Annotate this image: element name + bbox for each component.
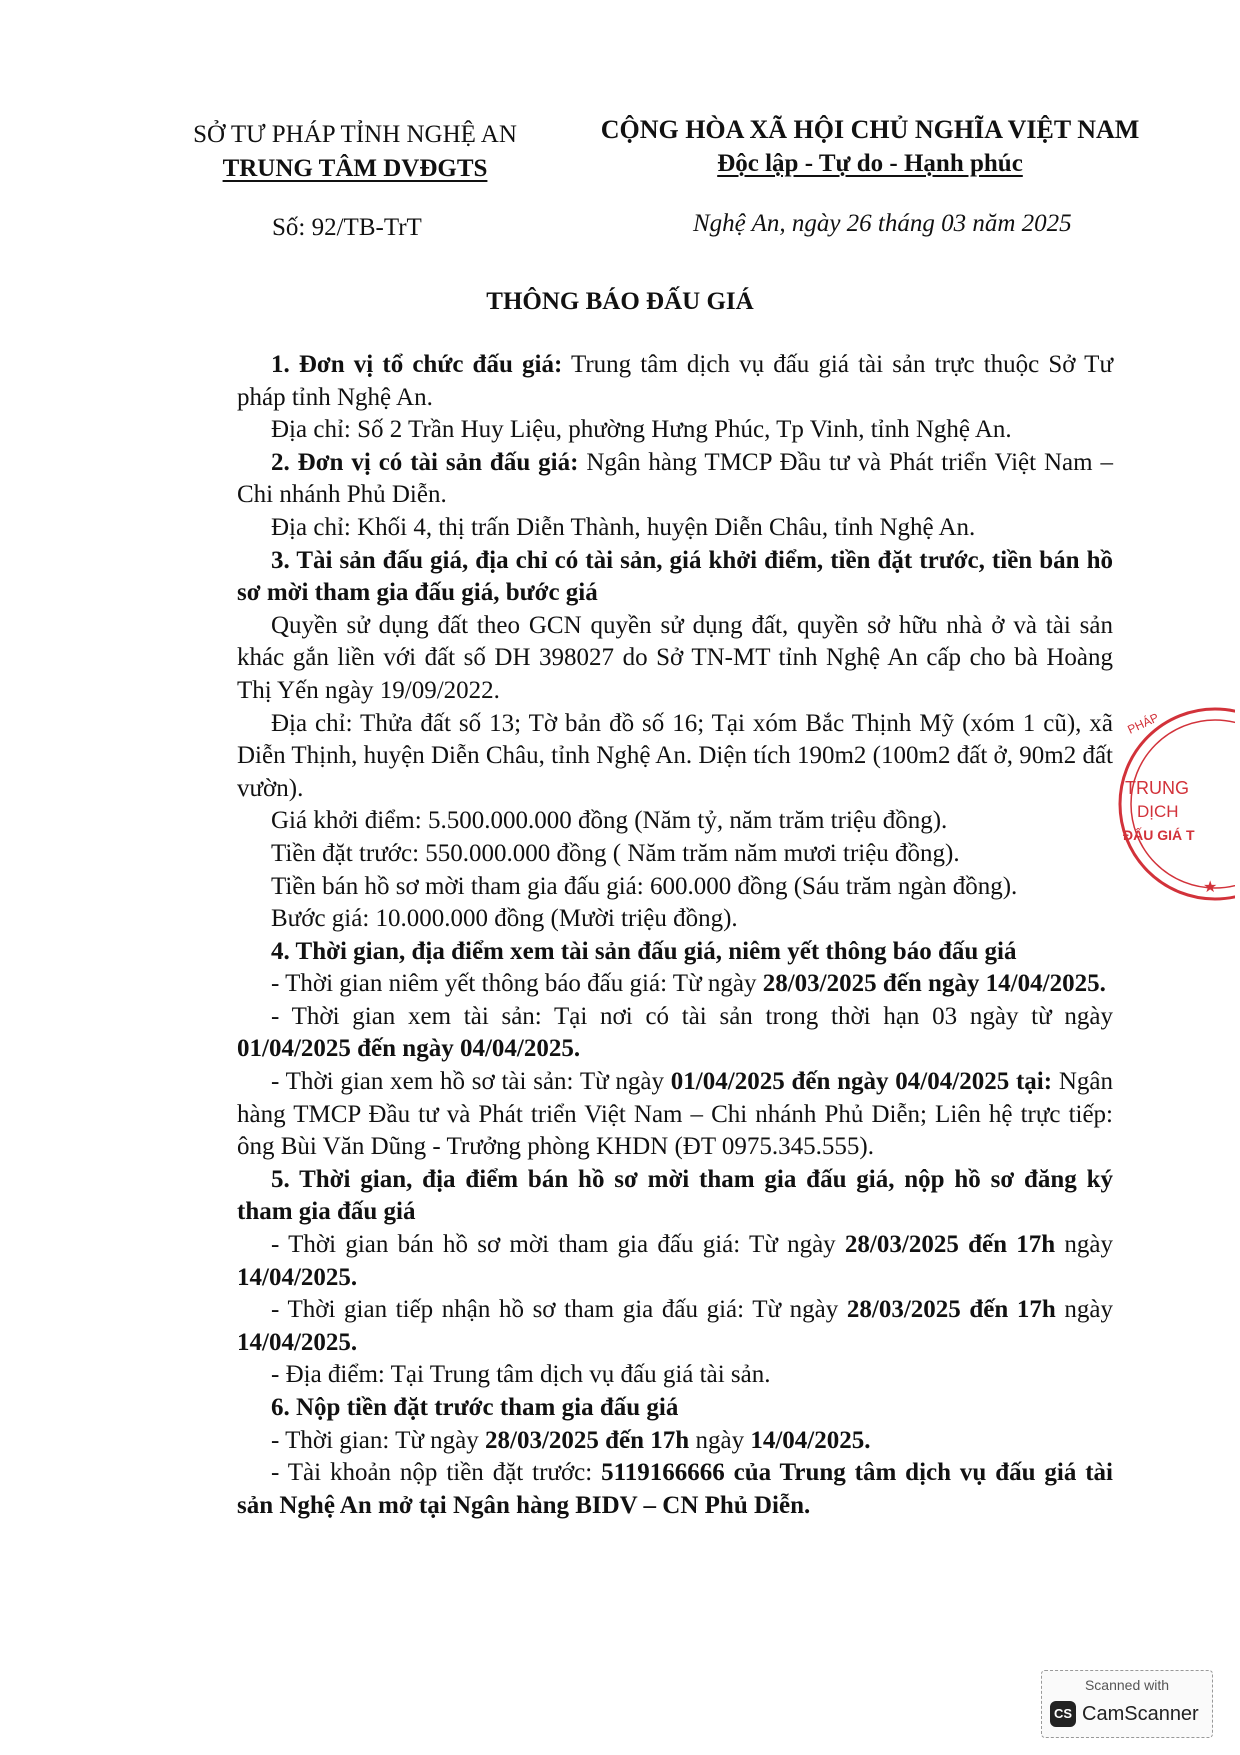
national-motto: Độc lập - Tự do - Hạnh phúc [717, 150, 1023, 177]
issuer-center: TRUNG TÂM DVĐGTS [222, 155, 488, 182]
section-3-heading: 3. Tài sản đấu giá, địa chỉ có tài sản, giá khởi điểm, tiền đặt trước, tiền bán hồ sơ mời tham gia đấu giá, bước giá [237, 546, 1113, 607]
camscanner-logo-icon: CS [1050, 1701, 1076, 1727]
red-seal-stamp [1085, 704, 1235, 914]
deposit-time-label: - Thời gian: Từ ngày [271, 1426, 486, 1454]
receipt-start: 28/03/2025 đến 17h [846, 1296, 1056, 1324]
scanned-with-label: Scanned with [1084, 1677, 1170, 1693]
section-1-text: Trung tâm dịch vụ đấu giá tài sản trực thuộc Sở Tư pháp tỉnh Nghệ An. [237, 351, 1113, 411]
posting-dates: 28/03/2025 đến ngày 14/04/2025. [762, 970, 1106, 998]
stamp-text-3: DỊCH [1137, 802, 1179, 821]
camscanner-watermark [1041, 1670, 1213, 1738]
section-1-label: 1. Đơn vị tổ chức đấu giá: [271, 351, 563, 378]
section-5-sale [237, 1229, 1113, 1294]
section-2-label: 2. Đơn vị có tài sản đấu giá: [271, 448, 579, 476]
section-5-location: - Địa điểm: Tại Trung tâm dịch vụ đấu giá tài sản. [271, 1361, 771, 1389]
dossier-viewing-dates: 01/04/2025 đến ngày 04/04/2025 tại: [670, 1068, 1053, 1096]
section-4-posting [237, 968, 1113, 1001]
section-5-receipt [237, 1294, 1113, 1359]
section-3-asset: Quyền sử dụng đất theo GCN quyền sử dụng đất, quyền sở hữu nhà ở và tài sản khác gắn liền với đất số DH 398027 do Sở TN-MT tỉnh Nghệ An cấp cho bà Hoàng Thị Yến ngày 19/09/2022. [237, 611, 1113, 704]
receipt-mid: ngày [1055, 1296, 1114, 1324]
document-title: THÔNG BÁO ĐẤU GIÁ [486, 288, 754, 315]
account-label: - Tài khoản nộp tiền đặt trước: [271, 1459, 602, 1487]
section-6-time [237, 1425, 1113, 1458]
viewing-label: - Thời gian xem tài sản: Tại nơi có tài sản trong thời hạn 03 ngày từ ngày [271, 1002, 1113, 1030]
receipt-label: - Thời gian tiếp nhận hồ sơ tham gia đấu giá: Từ ngày [271, 1296, 847, 1324]
stamp-text-1: PHÁP [1125, 710, 1161, 737]
section-2 [237, 447, 1113, 512]
sale-start: 28/03/2025 đến 17h [844, 1231, 1056, 1259]
reference-number: Số: 92/TB-TrT [272, 214, 422, 241]
issue-date: Nghệ An, ngày 26 tháng 03 năm 2025 [693, 210, 1072, 237]
sale-end: 14/04/2025. [237, 1263, 358, 1291]
section-6-account [237, 1457, 1113, 1522]
section-3-address: Địa chỉ: Thửa đất số 13; Tờ bản đồ số 16; Tại xóm Bắc Thịnh Mỹ (xóm 1 cũ), xã Diễn Thịnh, huyện Diễn Châu, tỉnh Nghệ An. Diện tích 190m2 (100m2 đất ở, 90m2 đất vườn). [237, 709, 1113, 802]
deposit-time-end: 14/04/2025. [750, 1426, 871, 1454]
deposit-time-mid: ngày [689, 1426, 751, 1454]
starting-price: Giá khởi điểm: 5.500.000.000 đồng (Năm tỷ, năm trăm triệu đồng). [271, 807, 948, 835]
issuer-department: SỞ TƯ PHÁP TỈNH NGHỆ AN [193, 121, 517, 148]
posting-label: - Thời gian niêm yết thông báo đấu giá: Từ ngày [271, 970, 763, 998]
camscanner-brand: CamScanner [1082, 1703, 1199, 1725]
section-4-dossier-viewing [237, 1066, 1113, 1164]
issuer-block [170, 118, 540, 186]
dossier-viewing-place: Ngân hàng TMCP Đầu tư và Phát triển Việt Nam – Chi nhánh Phủ Diễn; Liên hệ trực tiếp: ông Bùi Văn Dũng - Trưởng phòng KHDN (ĐT 0975.345.555). [237, 1068, 1114, 1161]
section-4-heading: 4. Thời gian, địa điểm xem tài sản đấu giá, niêm yết thông báo đấu giá [271, 937, 1017, 965]
sale-label: - Thời gian bán hồ sơ mời tham gia đấu giá: Từ ngày [271, 1231, 845, 1259]
section-1-address: Địa chỉ: Số 2 Trần Huy Liệu, phường Hưng Phúc, Tp Vinh, tỉnh Nghệ An. [271, 416, 1012, 444]
viewing-dates: 01/04/2025 đến ngày 04/04/2025. [237, 1035, 581, 1063]
dossier-fee: Tiền bán hồ sơ mời tham gia đấu giá: 600.000 đồng (Sáu trăm ngàn đồng). [271, 872, 1018, 900]
bid-step: Bước giá: 10.000.000 đồng (Mười triệu đồng). [271, 905, 738, 933]
stamp-star-icon: ★ [1203, 877, 1218, 896]
national-motto-block [580, 113, 1160, 181]
receipt-end: 14/04/2025. [237, 1328, 358, 1356]
section-5-heading: 5. Thời gian, địa điểm bán hồ sơ mời tham gia đấu giá, nộp hồ sơ đăng ký tham gia đấu giá [237, 1165, 1113, 1226]
section-6-heading: 6. Nộp tiền đặt trước tham gia đấu giá [271, 1394, 679, 1421]
stamp-text-4: ĐẤU GIÁ T [1123, 827, 1195, 843]
sale-mid: ngày [1055, 1231, 1113, 1259]
deposit-amount: Tiền đặt trước: 550.000.000 đồng ( Năm trăm năm mươi triệu đồng). [271, 839, 960, 867]
section-1 [237, 349, 1113, 414]
account-details: 5119166666 của Trung tâm dịch vụ đấu giá tài sản Nghệ An mở tại Ngân hàng BIDV – CN Phủ Diễn. [237, 1459, 1113, 1519]
document-body [237, 349, 1113, 1522]
section-4-viewing [237, 1001, 1113, 1066]
national-title: CỘNG HÒA XÃ HỘI CHỦ NGHĨA VIỆT NAM [600, 115, 1140, 144]
dossier-viewing-label: - Thời gian xem hồ sơ tài sản: Từ ngày [271, 1068, 671, 1096]
deposit-time-start: 28/03/2025 đến 17h [485, 1426, 690, 1454]
section-2-address: Địa chỉ: Khối 4, thị trấn Diễn Thành, huyện Diễn Châu, tỉnh Nghệ An. [271, 513, 976, 541]
section-2-text: Ngân hàng TMCP Đầu tư và Phát triển Việt Nam – Chi nhánh Phủ Diễn. [237, 448, 1114, 509]
stamp-text-2: TRUNG [1125, 778, 1189, 798]
